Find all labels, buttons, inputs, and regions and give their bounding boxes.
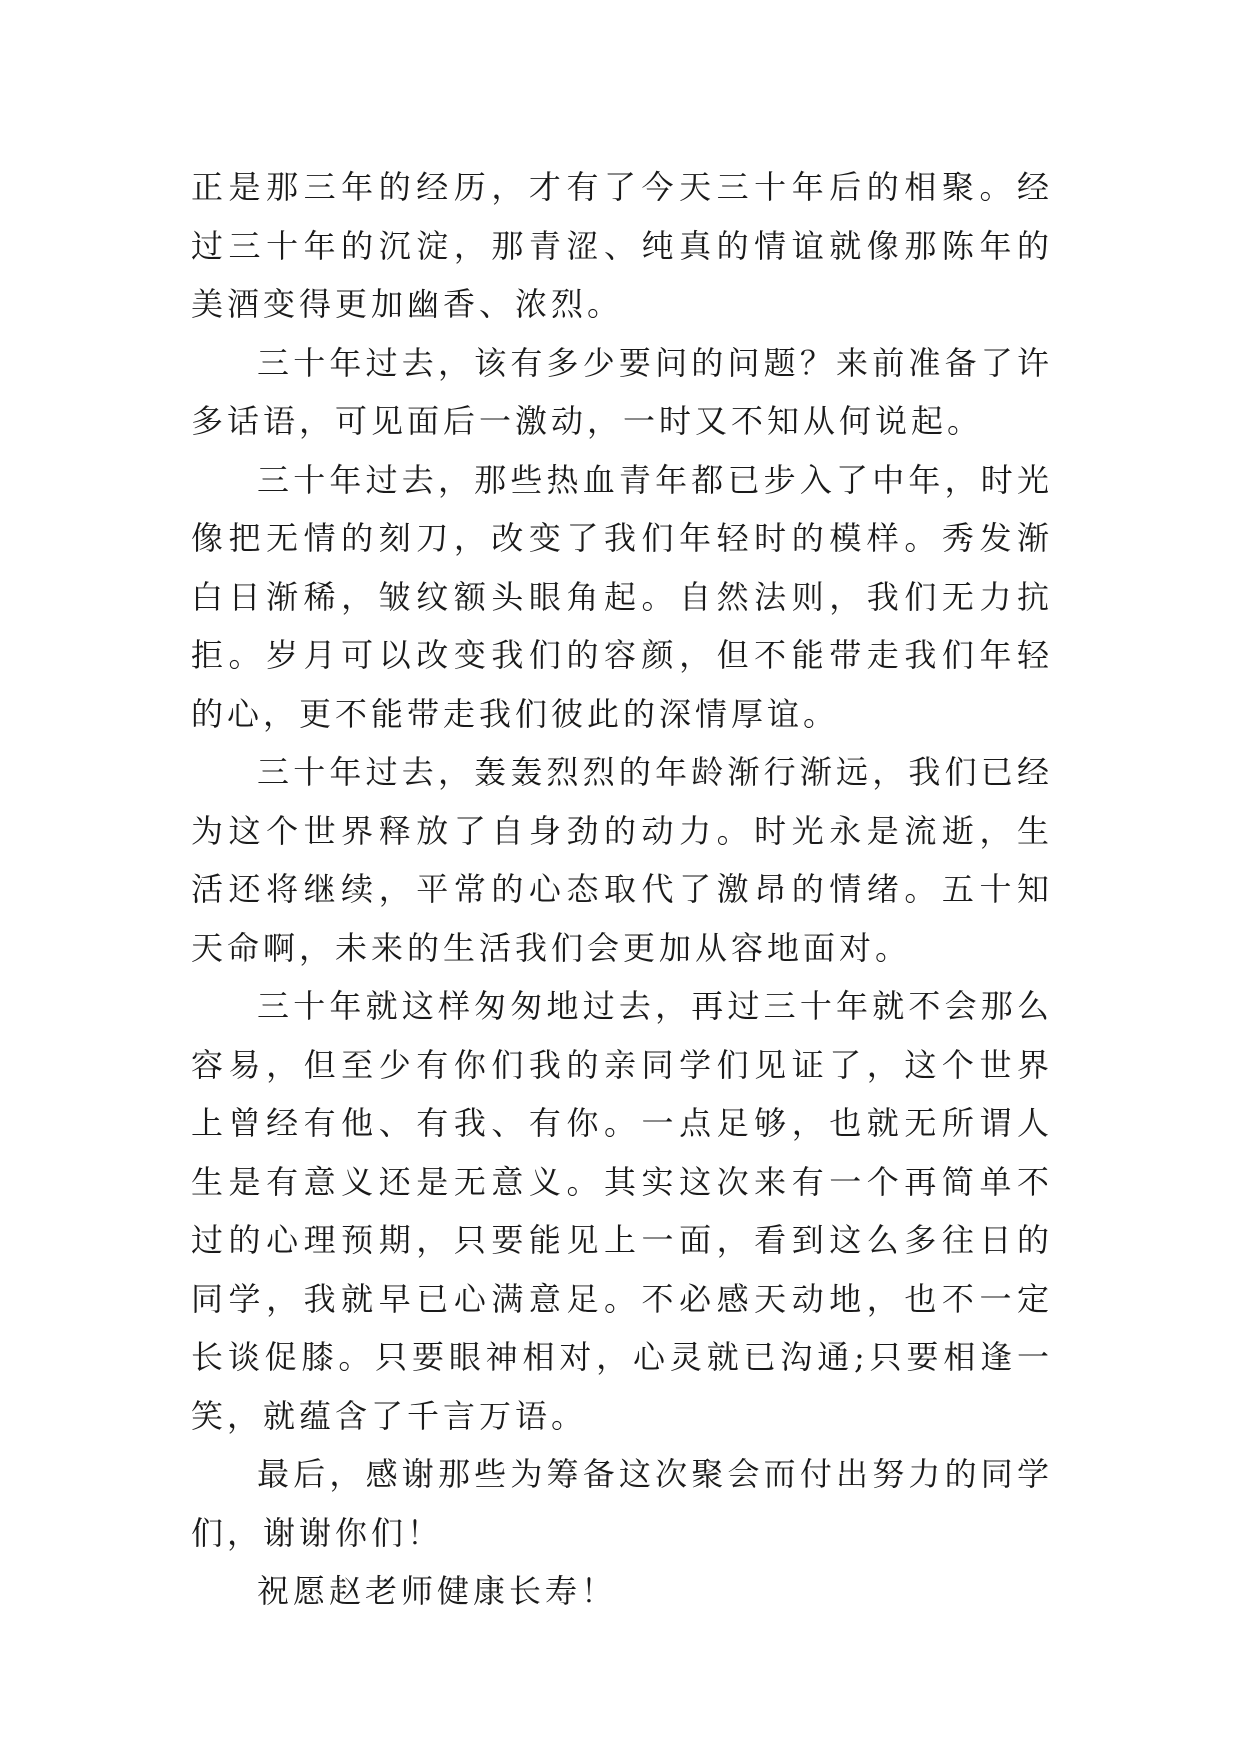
paragraph-3: 三十年过去，那些热血青年都已步入了中年，时光像把无情的刻刀，改变了我们年轻时的模样。秀发渐白日渐稀，皱纹额头眼角起。自然法则，我们无力抗拒。岁月可以改变我们的容颜，但不能带走我们年轻的心，更不能带走我们彼此的深情厚谊。 (191, 460, 1053, 733)
paragraph-1: 正是那三年的经历，才有了今天三十年后的相聚。经过三十年的沉淀，那青涩、纯真的情谊就像那陈年的美酒变得更加幽香、浓烈。 (191, 168, 1053, 323)
paragraph-4: 三十年过去，轰轰烈烈的年龄渐行渐远，我们已经为这个世界释放了自身劲的动力。时光永是流逝，生活还将继续，平常的心态取代了激昂的情绪。五十知天命啊，未来的生活我们会更加从容地面对。 (191, 753, 1053, 967)
paragraph-6: 最后，感谢那些为筹备这次聚会而付出努力的同学们，谢谢你们！ (191, 1455, 1053, 1552)
paragraph-5: 三十年就这样匆匆地过去，再过三十年就不会那么容易，但至少有你们我的亲同学们见证了，这个世界上曾经有他、有我、有你。一点足够，也就无所谓人生是有意义还是无意义。其实这次来有一个再简单不过的心理预期，只要能见上一面，看到这么多往日的同学，我就早已心满意足。不必感天动地，也不一定长谈促膝。只要眼神相对，心灵就已沟通;只要相逢一笑，就蕴含了千言万语。 (191, 987, 1053, 1435)
document-body (191, 158, 1053, 1621)
paragraph-7: 祝愿赵老师健康长寿！ (257, 1572, 618, 1610)
paragraph-2: 三十年过去，该有多少要问的问题？来前准备了许多话语，可见面后一激动，一时又不知从何说起。 (191, 343, 1053, 440)
